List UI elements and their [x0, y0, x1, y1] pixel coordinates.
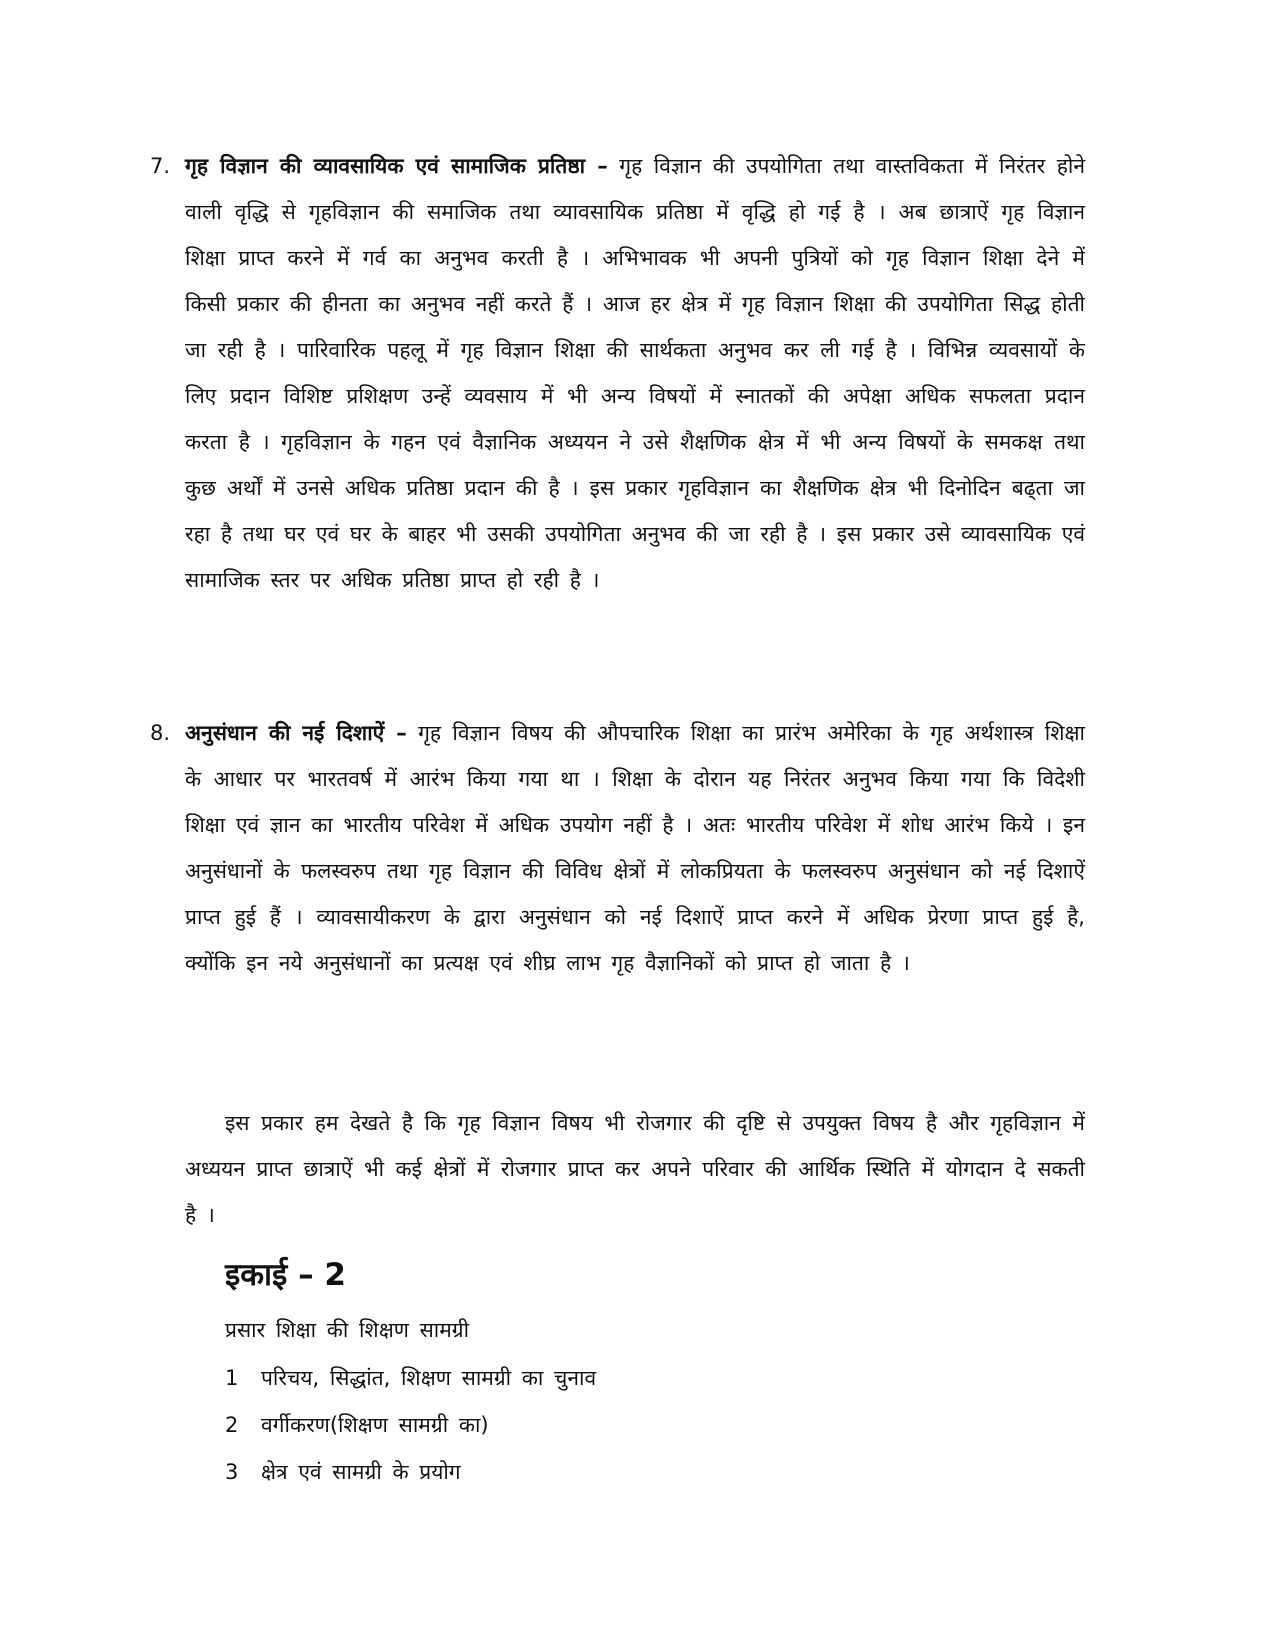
topic-text: परिचय, सिद्धांत, शिक्षण सामग्री का चुनाव	[261, 1366, 597, 1390]
topic-number: 2	[225, 1413, 239, 1437]
section-body	[185, 143, 1085, 603]
unit-title: इकाई – 2	[225, 1257, 346, 1293]
topic-number: 3	[225, 1460, 239, 1484]
list-item	[225, 1449, 596, 1496]
section-7	[150, 143, 1085, 603]
list-item	[225, 1355, 596, 1402]
topic-text: वर्गीकरण(शिक्षण सामग्री का)	[261, 1413, 489, 1437]
topic-text: क्षेत्र एवं सामग्री के प्रयोग	[261, 1460, 461, 1484]
section-text: गृह विज्ञान की उपयोगिता तथा वास्तविकता में निरंतर होने वाली वृद्धि से गृहविज्ञान की समाजिक तथा व्यावसायिक प्रतिष्ठा में वृद्धि हो गई है । अब छात्राऐं गृह विज्ञान शिक्षा प्राप्त करने में गर्व का अनुभव करती है । अभिभावक भी अपनी पुत्रियों को गृह विज्ञान शिक्षा देने में किसी प्रकार की हीनता का अनुभव नहीं करते हैं । आज हर क्षेत्र में गृह विज्ञान शिक्षा की उपयोगिता सिद्ध होती जा रही है । पारिवारिक पहलू में गृह विज्ञान शिक्षा की सार्थकता अनुभव कर ली गई है । विभिन्न व्यवसायों के लिए प्रदान विशिष्ट प्रशिक्षण उन्हें व्यवसाय में भी अन्य विषयों में स्नातकों की अपेक्षा अधिक सफलता प्रदान करता है । गृहविज्ञान के गहन एवं वैज्ञानिक अध्ययन ने उसे शैक्षणिक क्षेत्र में भी अन्य विषयों के समकक्ष तथा कुछ अर्थों में उनसे अधिक प्रतिष्ठा प्रदान की है । इस प्रकार गृहविज्ञान का शैक्षणिक क्षेत्र भी दिनोदिन बढ्ता जा रहा है तथा घर एवं घर के बाहर भी उसकी उपयोगिता अनुभव की जा रही है । इस प्रकार उसे व्यावसायिक एवं सामाजिक स्तर पर अधिक प्रतिष्ठा प्राप्त हो रही है ।	[185, 154, 1085, 592]
section-8	[150, 710, 1085, 986]
conclusion-paragraph: इस प्रकार हम देखते है कि गृह विज्ञान विषय भी रोजगार की दृष्टि से उपयुक्त विषय है और गृहविज्ञान में अध्ययन प्राप्त छात्राऐं भी कई क्षेत्रों में रोजगार प्राप्त कर अपने परिवार की आर्थिक स्थिति में योगदान दे सकती है ।	[185, 1111, 1085, 1227]
list-item	[225, 1402, 596, 1449]
section-heading: गृह विज्ञान की व्यावसायिक एवं सामाजिक प्रतिष्ठा –	[185, 154, 608, 178]
unit-topic-list	[225, 1355, 596, 1496]
topic-number: 1	[225, 1366, 239, 1390]
section-body	[185, 710, 1085, 986]
unit-subtitle: प्रसार शिक्षा की शिक्षण सामग्री	[225, 1318, 470, 1342]
section-number: 8.	[150, 721, 171, 745]
section-number: 7.	[150, 154, 171, 178]
section-text: गृह विज्ञान विषय की औपचारिक शिक्षा का प्रारंभ अमेरिका के गृह अर्थशास्त्र शिक्षा के आधार पर भारतवर्ष में आरंभ किया गया था । शिक्षा के दोरान यह निरंतर अनुभव किया गया कि विदेशी शिक्षा एवं ज्ञान का भारतीय परिवेश में अधिक उपयोग नहीं है । अतः भारतीय परिवेश में शोध आरंभ किये । इन अनुसंधानों के फलस्वरुप तथा गृह विज्ञान की विविध क्षेत्रों में लोकप्रियता के फलस्वरुप अनुसंधान को नई दिशाऐं प्राप्त हुई हैं । व्यावसायीकरण के द्वारा अनुसंधान को नई दिशाऐं प्राप्त करने में अधिक प्रेरणा प्राप्त हुई है, क्योंकि इन नये अनुसंधानों का प्रत्यक्ष एवं शीघ्र लाभ गृह वैज्ञानिकों को प्राप्त हो जाता है ।	[185, 721, 1085, 975]
section-heading: अनुसंधान की नई दिशाऐं –	[185, 721, 407, 745]
